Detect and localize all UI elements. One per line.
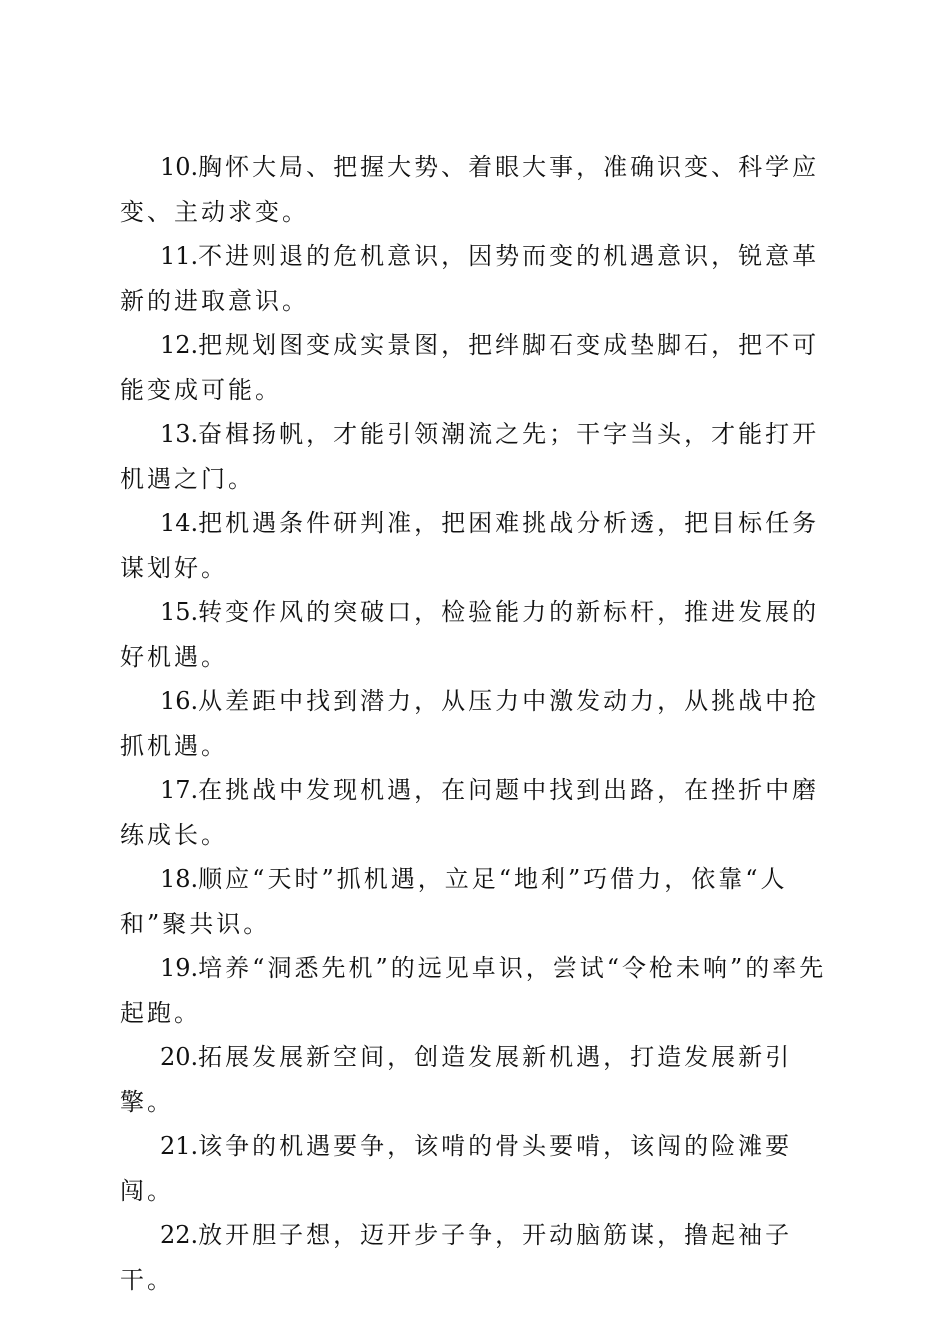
document-body (120, 145, 840, 1302)
list-item (120, 412, 840, 501)
item-number: 10. (160, 153, 199, 181)
item-text: 不进则退的危机意识，因势而变的机遇意识，锐意革新的进取意识。 (120, 242, 820, 315)
item-number: 12. (160, 331, 199, 359)
item-text: 在挑战中发现机遇，在问题中找到出路，在挫折中磨练成长。 (120, 776, 820, 849)
item-number: 21. (160, 1132, 199, 1160)
item-number: 11. (160, 242, 199, 270)
item-number: 19. (160, 954, 199, 982)
item-number: 16. (160, 687, 199, 715)
item-text: 胸怀大局、把握大势、着眼大事，准确识变、科学应变、主动求变。 (120, 153, 820, 226)
list-item (120, 768, 840, 857)
list-item (120, 946, 840, 1035)
item-number: 18. (160, 865, 199, 893)
list-item (120, 1124, 840, 1213)
list-item (120, 234, 840, 323)
item-text: 把规划图变成实景图，把绊脚石变成垫脚石，把不可能变成可能。 (120, 331, 820, 404)
list-item (120, 590, 840, 679)
item-number: 22. (160, 1221, 199, 1249)
item-text: 把机遇条件研判准，把困难挑战分析透，把目标任务谋划好。 (120, 509, 820, 582)
item-text: 该争的机遇要争，该啃的骨头要啃，该闯的险滩要闯。 (120, 1132, 793, 1205)
list-item (120, 1213, 840, 1302)
item-text: 奋楫扬帆，才能引领潮流之先；干字当头，才能打开机遇之门。 (120, 420, 820, 493)
list-item (120, 857, 840, 946)
list-item (120, 501, 840, 590)
list-item (120, 1035, 840, 1124)
item-number: 17. (160, 776, 199, 804)
list-item (120, 145, 840, 234)
item-text: 放开胆子想，迈开步子争，开动脑筋谋，撸起袖子干。 (120, 1221, 793, 1294)
item-text: 顺应“天时”抓机遇，立足“地利”巧借力，依靠“人和”聚共识。 (120, 865, 788, 938)
item-number: 13. (160, 420, 199, 448)
list-item (120, 679, 840, 768)
item-number: 14. (160, 509, 199, 537)
list-item (120, 323, 840, 412)
item-text: 培养“洞悉先机”的远见卓识，尝试“令枪未响”的率先起跑。 (120, 954, 827, 1027)
item-text: 从差距中找到潜力，从压力中激发动力，从挑战中抢抓机遇。 (120, 687, 820, 760)
item-number: 20. (160, 1043, 199, 1071)
item-text: 拓展发展新空间，创造发展新机遇，打造发展新引擎。 (120, 1043, 793, 1116)
item-text: 转变作风的突破口，检验能力的新标杆，推进发展的好机遇。 (120, 598, 820, 671)
item-number: 15. (160, 598, 199, 626)
